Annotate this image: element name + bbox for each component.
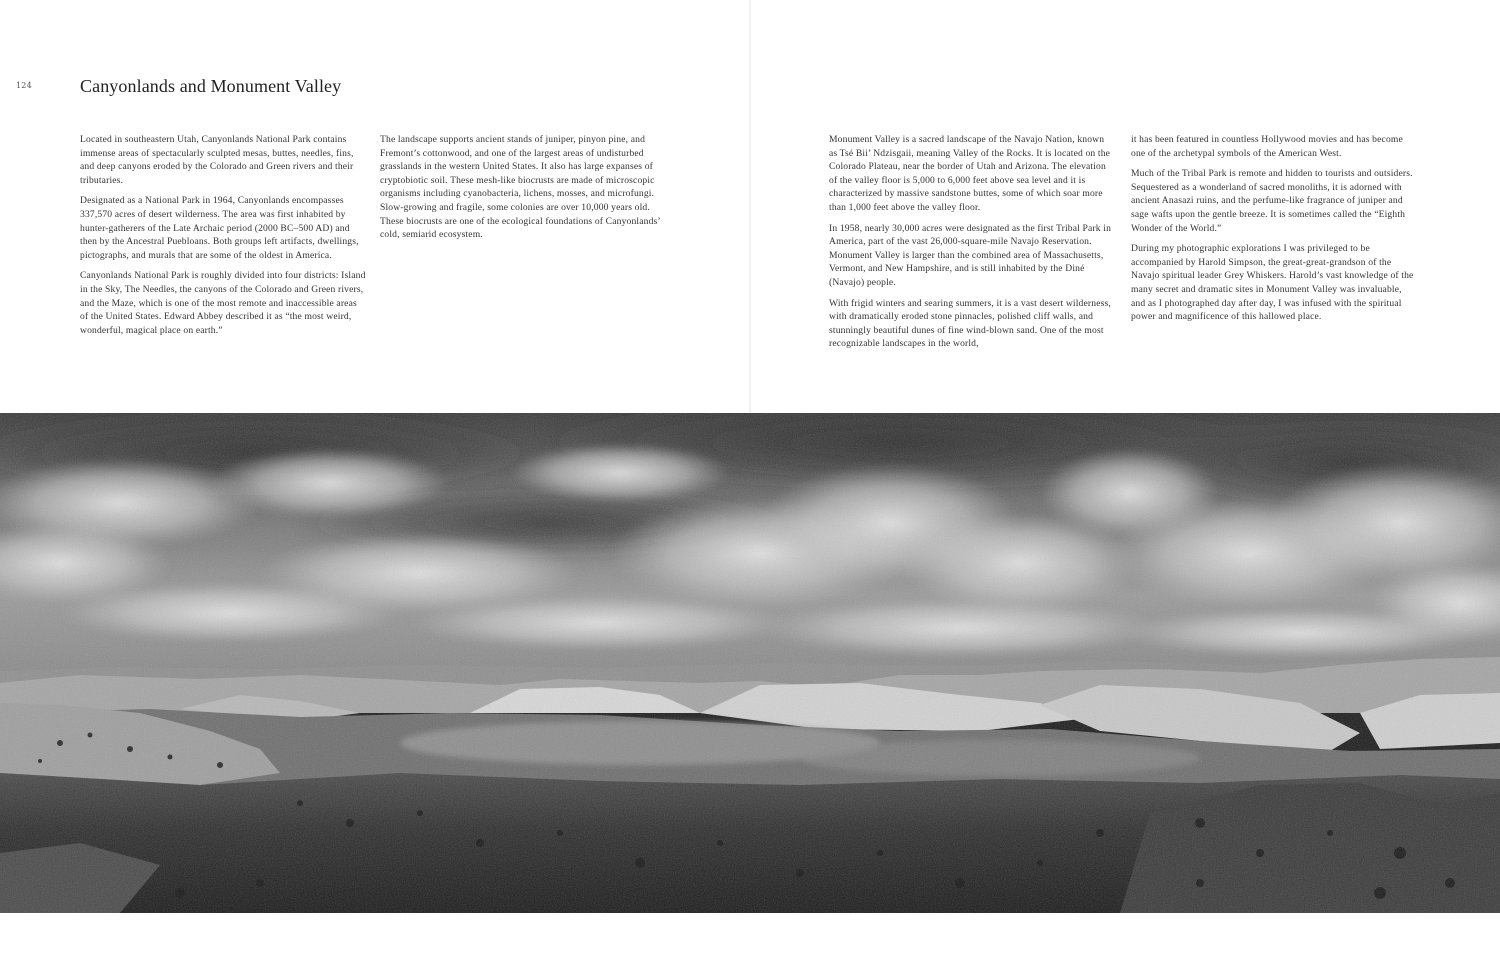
paragraph: Monument Valley is a sacred landscape of the Navajo Nation, known as Tsé Bii’ Ndzisgaii, meaning Valley of the Rocks. It is located on the Colorado Plateau, near the border of Utah and Arizona. The elevation of the valley floor is 5,000 to 6,000 feet above sea level and it is characterized by massive sandstone buttes, some of which soar more than 1,000 feet above the valley floor. [829,134,1111,213]
paragraph: With frigid winters and searing summers, it is a vast desert wilderness, with dramatically eroded stone pinnacles, polished cliff walls, and stunningly beautiful dunes of fine wind-blown sand. One of the most recognizable landscapes in the world, [829,297,1111,350]
paragraph: In 1958, nearly 30,000 acres were designated as the first Tribal Park in America, part of the vast 26,000-square-mile Navajo Reservation. Monument Valley is larger than the combined area of Massachusetts, Vermont, and New Hampshire, and is still inhabited by the Diné (Navajo) people. [829,222,1112,288]
text-column-1 [80,133,366,344]
panoramic-landscape-photo [0,413,1500,913]
paragraph: The landscape supports ancient stands of juniper, pinyon pine, and Fremont’s cottonwood, and one of the largest areas of undisturbed grasslands in the western United States. It also has large expanses of cryptobiotic soil. These mesh-like biocrusts are made of microscopic organisms including cyanobacteria, lichens, mosses, and microfungi. Slow-growing and fragile, some colonies are over 10,000 years old. These biocrusts are one of the ecological foundations of Canyonlands’ cold, semiarid ecosystem. [380,134,661,241]
paragraph: Much of the Tribal Park is remote and hidden to tourists and outsiders. Sequestered as a wonderland of sacred monoliths, it is adorned with ancient Anasazi ruins, and the perfume-like fragrance of juniper and sage wafts upon the gentle breeze. It is sometimes called the “Eighth Wonder of the World.” [1131,168,1413,234]
paragraph: Located in southeastern Utah, Canyonlands National Park contains immense areas of spectacularly sculpted mesas, buttes, needles, fins, and deep canyons eroded by the Colorado and Green rivers and their tributaries. [80,134,354,186]
paragraph: it has been featured in countless Hollywood movies and has become one of the archetypal symbols of the American West. [1131,134,1403,159]
page-number: 124 [16,81,32,90]
paragraph: Designated as a National Park in 1964, Canyonlands encompasses 337,570 acres of desert wilderness. The area was first inhabited by hunter-gatherers of the Late Archaic period (2000 BC–500 AD) and then by the Ancestral Puebloans. Both groups left artifacts, dwellings, pictographs, and murals that are some of the oldest in America. [80,195,359,261]
text-column-4 [1131,133,1417,331]
text-column-2 [380,133,666,249]
paragraph: Canyonlands National Park is roughly divided into four districts: Island in the Sky, The Needles, the canyons of the Colorado and Green rivers, and the Maze, which is one of the most remote and inaccessible areas of the United States. Edward Abbey described it as “the most weird, wonderful, magical place on earth.” [80,270,366,336]
text-column-3 [829,133,1115,358]
page-gutter [749,0,751,413]
paragraph: During my photographic explorations I was privileged to be accompanied by Harold Simpson, the great-great-grandson of the Navajo spiritual leader Grey Whiskers. Harold’s vast knowledge of the many secret and dramatic sites in Monument Valley was invaluable, and as I photographed day after day, I was infused with the spiritual power and magnificence of this hallowed place. [1131,243,1414,323]
landscape-illustration [0,413,1500,913]
chapter-title: Canyonlands and Monument Valley [80,76,342,96]
